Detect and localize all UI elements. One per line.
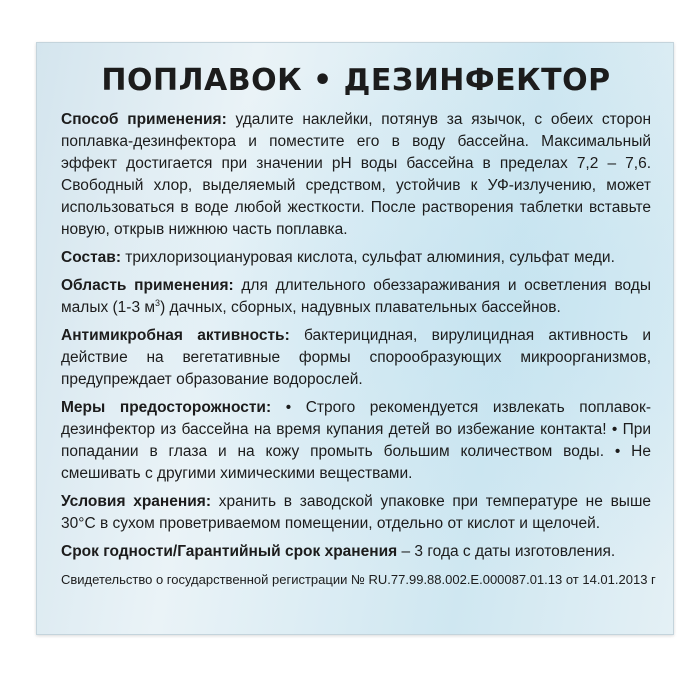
section-text-after: ) дачных, сборных, надувных плавательных бассейнов. [160,299,561,316]
label-title: ПОПЛАВОК • ДЕЗИНФЕКТОР [101,63,611,98]
product-label [36,42,674,635]
section-heading: Состав: [61,249,121,266]
section-text: трихлоризоциануровая кислота, сульфат алюминия, сульфат меди. [120,249,615,266]
section-text: бактерицидная, вирулицидная активность и действие на вегетативные формы спорообразующих микроорганизмов, предупреждает образование водорослей. [61,327,651,388]
section-heading: Область применения: [61,277,234,294]
section-application-area [61,275,651,319]
section-text: для длительного обеззараживания и осветления воды малых (1-3 м [61,277,651,316]
section-antimicrobial [61,325,651,391]
section-text: – 3 года с даты изготовления. [397,543,616,560]
section-text: • Строго рекомендуется извлекать поплавок-дезинфектор из бассейна на время купания детей во избежание контакта! • При попадании в глаза и на кожу промыть большим количеством воды. • Не смешивать с другими химическими веществами. [61,399,651,482]
section-heading: Антимикробная активность: [61,327,290,344]
section-text: удалите наклейки, потянув за язычок, с обеих сторон поплавка-дезинфектора и поместите его в воду бассейна. Максимальный эффект достигается при значении pH воды бассейна в пределах 7,2 – 7,6. Свободный хлор, выделяемый средством, устойчив к УФ-излучению, может использоваться в воде любой жесткости. После растворения таблетки вставьте новую, открыв нижнюю часть поплавка. [61,111,652,238]
registration-certificate: Свидетельство о государственной регистрации № RU.77.99.88.002.Е.000087.01.13 от 14.01.2013 г [61,572,656,587]
section-text: хранить в заводской упаковке при температуре не выше 30°С в сухом проветриваемом помещении, отдельно от кислот и щелочей. [61,493,651,532]
section-precautions [61,397,651,485]
section-usage [61,109,651,241]
section-heading: Срок годности/Гарантийный срок хранения [61,543,398,560]
section-composition [61,247,651,269]
section-heading: Меры предосторожности: [61,399,272,416]
section-heading: Способ применения: [61,111,227,128]
section-heading: Условия хранения: [61,493,211,510]
section-storage [61,491,651,535]
superscript: 3 [155,297,161,308]
section-shelf-life [61,541,651,563]
